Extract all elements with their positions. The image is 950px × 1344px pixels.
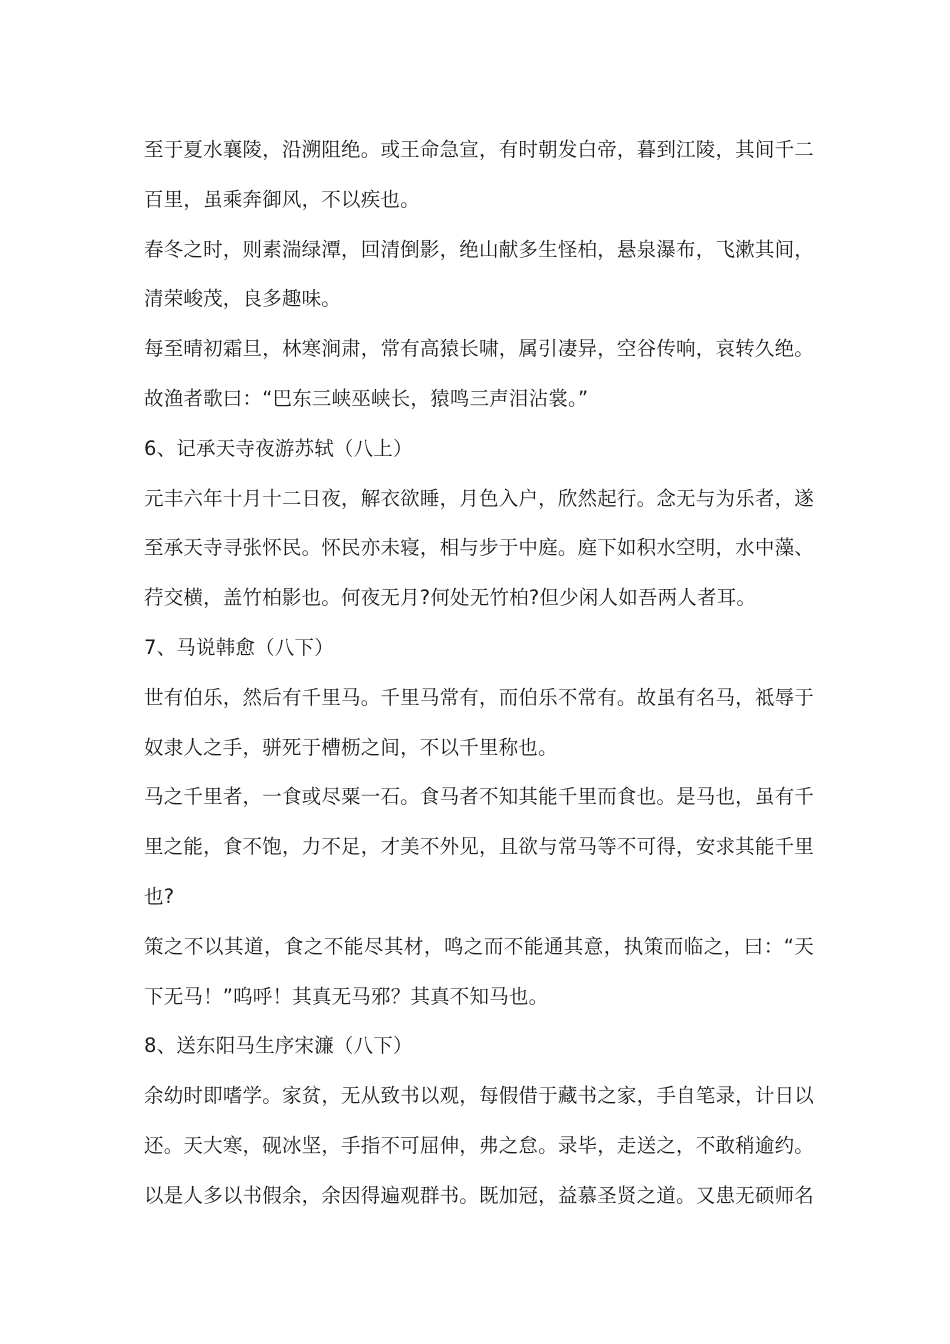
text-line: 世有伯乐，然后有千里马。千里马常有，而伯乐不常有。故虽有名马，祗辱于 <box>144 685 814 709</box>
section-heading: 7、马说韩愈（八下） <box>144 635 334 659</box>
text-line: 下无马！”呜呼！其真无马邪？其真不知马也。 <box>144 984 549 1008</box>
text-line: 奴隶人之手，骈死于槽枥之间，不以千里称也。 <box>144 735 558 759</box>
document-body <box>144 130 814 1226</box>
text-line: 也? <box>144 884 175 908</box>
text-line: 马之千里者，一食或尽粟一石。食马者不知其能千里而食也。是马也，虽有千 <box>144 785 814 809</box>
section-heading: 8、送东阳马生序宋濂（八下） <box>144 1034 413 1058</box>
text-line: 荇交横，盖竹柏影也。何夜无月?何处无竹柏?但少闲人如吾两人者耳。 <box>144 586 757 610</box>
text-line: 清荣峻茂，良多趣味。 <box>144 287 342 311</box>
text-line: 以是人多以书假余，余因得遍观群书。既加冠，益慕圣贤之道。又患无硕师名 <box>144 1183 814 1207</box>
text-line: 余幼时即嗜学。家贫，无从致书以观，每假借于藏书之家，手自笔录，计日以 <box>144 1084 814 1108</box>
text-line: 策之不以其道，食之不能尽其材，鸣之而不能通其意，执策而临之，曰：“天 <box>144 934 814 958</box>
text-line: 每至晴初霜旦，林寒涧肃，常有高猿长啸，属引凄异，空谷传响，哀转久绝。 <box>144 337 814 361</box>
text-line: 故渔者歌曰：“巴东三峡巫峡长，猿鸣三声泪沾裳。” <box>144 386 589 410</box>
text-line: 里之能，食不饱，力不足，才美不外见，且欲与常马等不可得，安求其能千里 <box>144 835 814 859</box>
text-line: 百里，虽乘奔御风，不以疾也。 <box>144 187 420 211</box>
text-line: 至承天寺寻张怀民。怀民亦未寝，相与步于中庭。庭下如积水空明，水中藻、 <box>144 536 814 560</box>
text-line: 还。天大寒，砚冰坚，手指不可屈伸，弗之怠。录毕，走送之，不敢稍逾约。 <box>144 1133 814 1157</box>
text-line: 元丰六年十月十二日夜，解衣欲睡，月色入户，欣然起行。念无与为乐者，遂 <box>144 486 814 510</box>
section-heading: 6、记承天寺夜游苏轼（八上） <box>144 436 413 460</box>
text-line: 至于夏水襄陵，沿溯阻绝。或王命急宣，有时朝发白帝，暮到江陵，其间千二 <box>144 138 814 161</box>
text-line: 春冬之时，则素湍绿潭，回清倒影，绝山献多生怪柏，悬泉瀑布，飞漱其间， <box>144 237 814 261</box>
